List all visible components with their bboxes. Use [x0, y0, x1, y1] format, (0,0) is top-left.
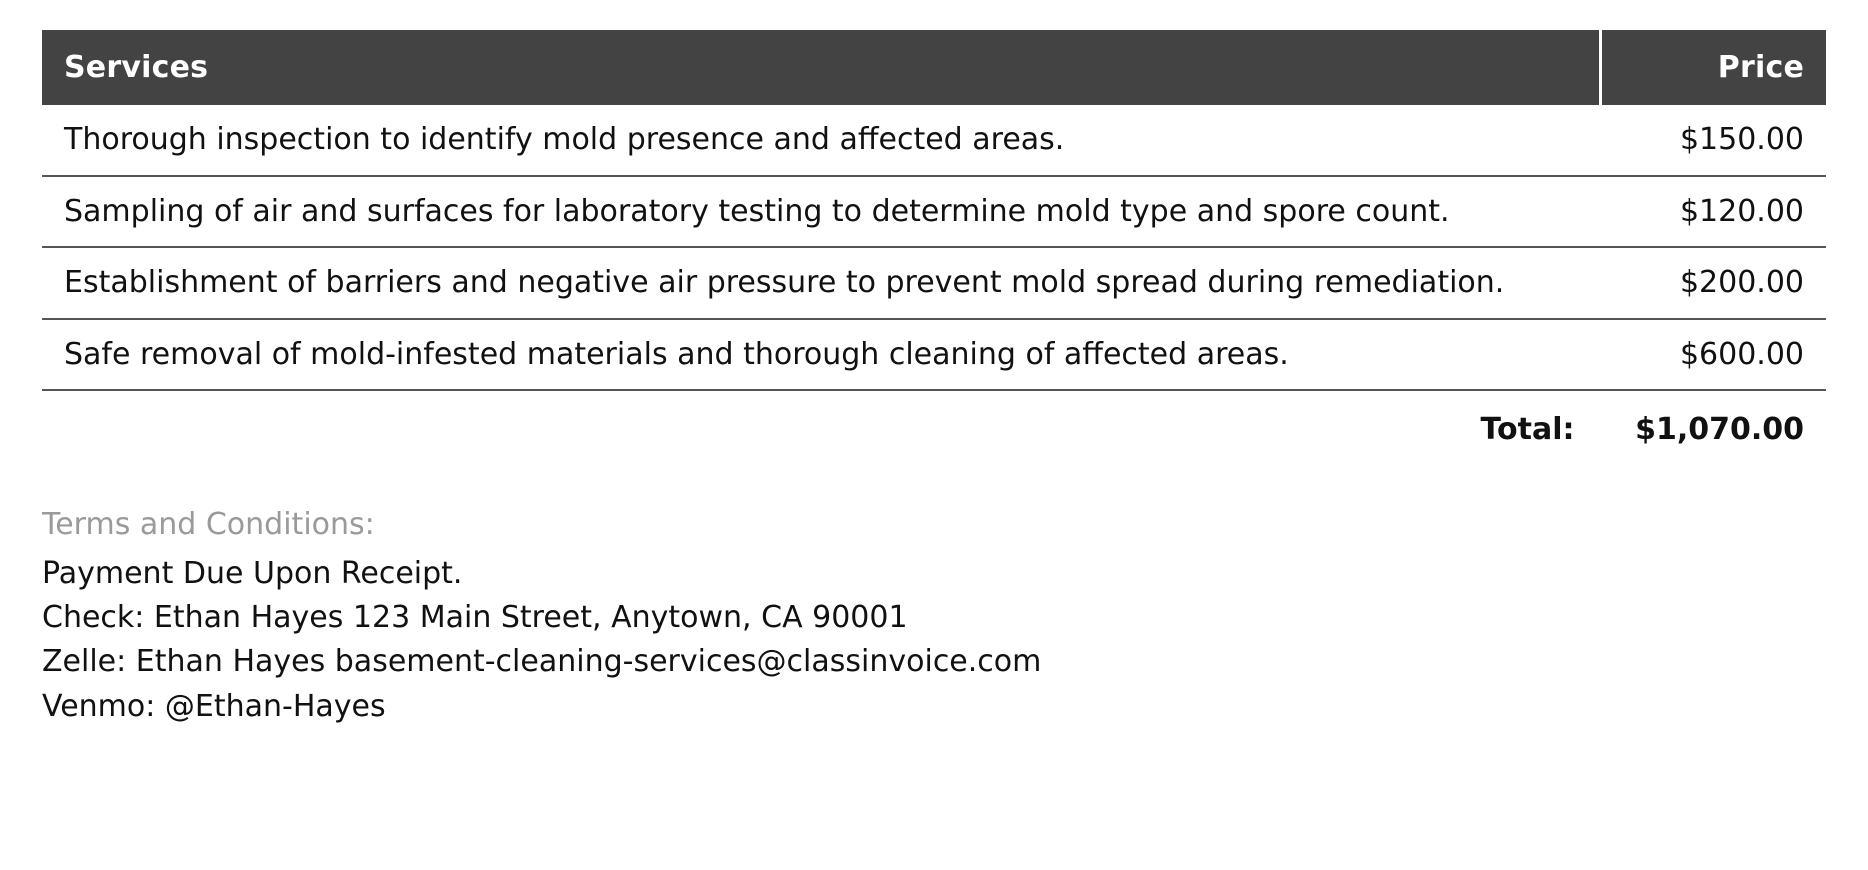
column-header-price: Price — [1601, 30, 1827, 105]
service-price: $200.00 — [1601, 247, 1827, 319]
service-price: $600.00 — [1601, 319, 1827, 391]
terms-title: Terms and Conditions: — [42, 506, 375, 542]
terms-line-venmo: Venmo: @Ethan-Hayes — [42, 688, 386, 724]
service-description: Sampling of air and surfaces for laboratory testing to determine mold type and spore count. — [42, 176, 1601, 248]
terms-and-conditions — [42, 507, 1826, 730]
table-row — [42, 319, 1826, 391]
services-table — [42, 30, 1826, 457]
table-row — [42, 247, 1826, 319]
service-description: Establishment of barriers and negative air pressure to prevent mold spread during remediation. — [42, 247, 1601, 319]
service-price: $120.00 — [1601, 176, 1827, 248]
service-description: Safe removal of mold-infested materials and thorough cleaning of affected areas. — [42, 319, 1601, 391]
column-header-services: Services — [42, 30, 1601, 105]
service-price: $150.00 — [1601, 105, 1827, 176]
total-value: $1,070.00 — [1635, 412, 1804, 447]
table-row — [42, 105, 1826, 176]
services-table-body — [42, 105, 1826, 457]
services-table-header — [42, 30, 1826, 105]
terms-line-check: Check: Ethan Hayes 123 Main Street, Anytown, CA 90001 — [42, 599, 908, 635]
terms-line-zelle: Zelle: Ethan Hayes basement-cleaning-services@classinvoice.com — [42, 644, 1042, 680]
table-total-row — [42, 390, 1826, 457]
terms-line-payment: Payment Due Upon Receipt. — [42, 555, 463, 591]
service-description: Thorough inspection to identify mold presence and affected areas. — [42, 105, 1601, 176]
table-header-row — [42, 30, 1826, 105]
table-row — [42, 176, 1826, 248]
total-label: Total: — [1480, 412, 1575, 447]
